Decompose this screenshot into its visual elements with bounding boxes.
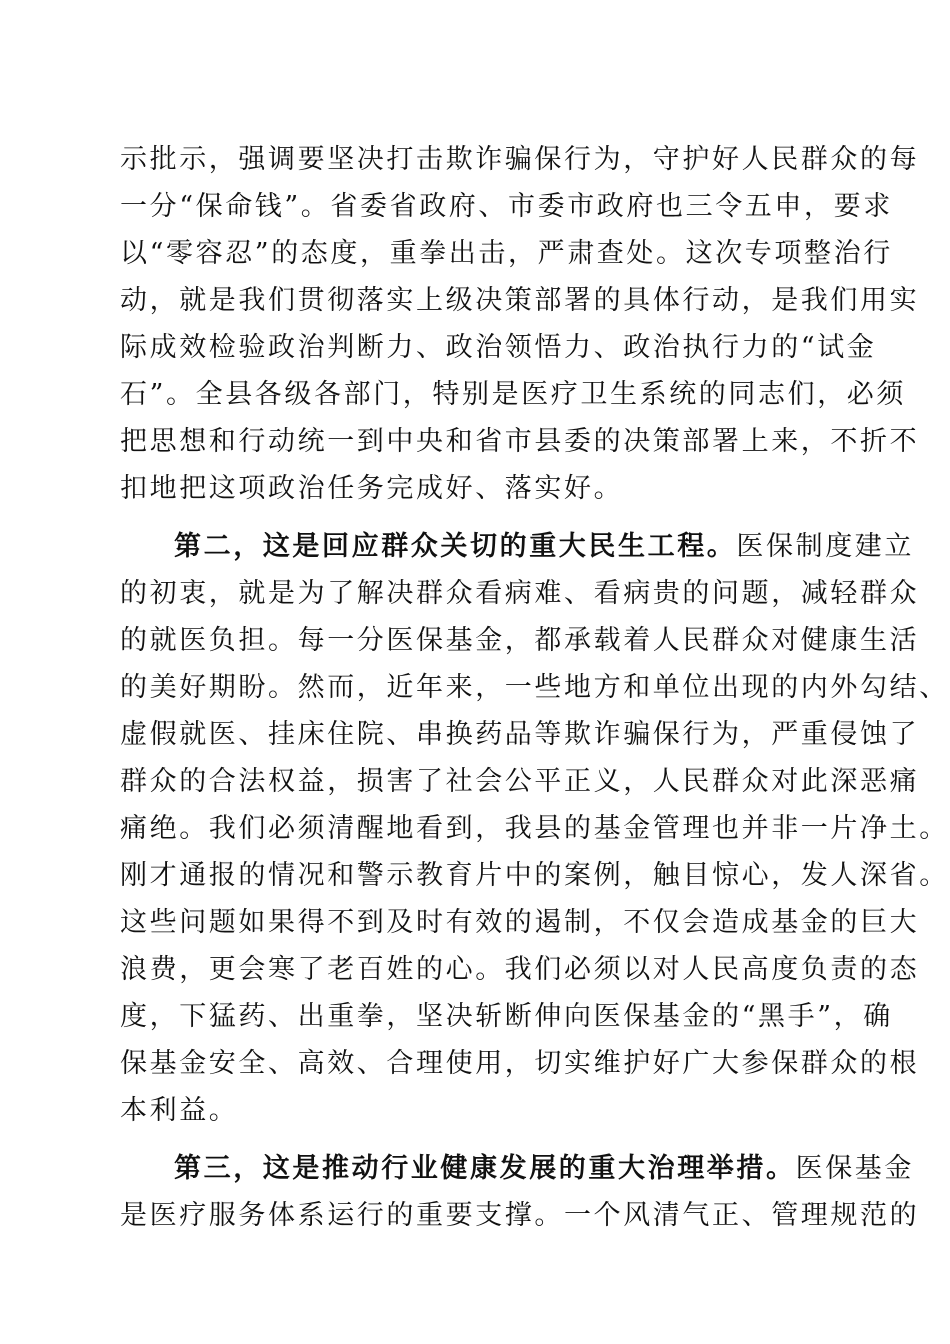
- paragraph-2-line: 浪费，更会寒了老百姓的心。我们必须以对人民高度负责的态: [120, 954, 920, 985]
- paragraph-1-line: 扣地把这项政治任务完成好、落实好。: [120, 473, 624, 504]
- paragraph-2-line: 的美好期盼。然而，近年来，一些地方和单位出现的内外勾结、: [120, 672, 949, 703]
- paragraph-1-line: 示批示，强调要坚决打击欺诈骗保行为，守护好人民群众的每: [120, 144, 920, 175]
- paragraph-2-first-line-rest: 医保制度建立: [736, 531, 915, 562]
- paragraph-2-line: 群众的合法权益，损害了社会公平正义，人民群众对此深恶痛: [120, 766, 920, 797]
- paragraph-2-line: 本利益。: [120, 1095, 239, 1126]
- paragraph-gap: [120, 1134, 830, 1145]
- document-body: [120, 136, 949, 1239]
- paragraph-3-line: 是医疗服务体系运行的重要支撑。一个风清气正、管理规范的: [120, 1200, 920, 1231]
- paragraph-2: [120, 523, 949, 1134]
- paragraph-1-line: 际成效检验政治判断力、政治领悟力、政治执行力的“试金: [120, 332, 877, 363]
- paragraph-2-heading: 第二，这是回应群众关切的重大民生工程。: [174, 531, 737, 562]
- paragraph-3-first-line-rest: 医保基金: [795, 1153, 915, 1184]
- paragraph-2-first-line: [120, 523, 915, 570]
- paragraph-3-first-line: [120, 1145, 915, 1192]
- paragraph-2-line: 保基金安全、高效、合理使用，切实维护好广大参保群众的根: [120, 1048, 920, 1079]
- paragraph-1: [120, 136, 920, 512]
- paragraph-2-line: 虚假就医、挂床住院、串换药品等欺诈骗保行为，严重侵蚀了: [120, 719, 920, 750]
- paragraph-2-line: 刚才通报的情况和警示教育片中的案例，触目惊心，发人深省。: [120, 860, 949, 891]
- paragraph-2-line: 这些问题如果得不到及时有效的遏制，不仅会造成基金的巨大: [120, 907, 920, 938]
- paragraph-1-line: 以“零容忍”的态度，重拳出击，严肃查处。这次专项整治行: [120, 238, 893, 269]
- paragraph-3-heading: 第三，这是推动行业健康发展的重大治理举措。: [174, 1153, 796, 1184]
- paragraph-1-line: 把思想和行动统一到中央和省市县委的决策部署上来，不折不: [120, 426, 920, 457]
- paragraph-1-line: 动，就是我们贯彻落实上级决策部署的具体行动，是我们用实: [120, 285, 920, 316]
- paragraph-2-line: 度，下猛药、出重拳，坚决斩断伸向医保基金的“黑手”，确: [120, 1001, 893, 1032]
- paragraph-2-line: 的就医负担。每一分医保基金，都承载着人民群众对健康生活: [120, 625, 920, 656]
- paragraph-1-line: 一分“保命钱”。省委省政府、市委市政府也三令五申，要求: [120, 191, 893, 222]
- paragraph-3: [120, 1145, 920, 1239]
- paragraph-2-line: 痛绝。我们必须清醒地看到，我县的基金管理也并非一片净土。: [120, 813, 949, 844]
- paragraph-gap: [120, 512, 830, 523]
- paragraph-1-line: 石”。全县各级各部门，特别是医疗卫生系统的同志们，必须: [120, 379, 907, 410]
- paragraph-2-line: 的初衷，就是为了解决群众看病难、看病贵的问题，减轻群众: [120, 578, 920, 609]
